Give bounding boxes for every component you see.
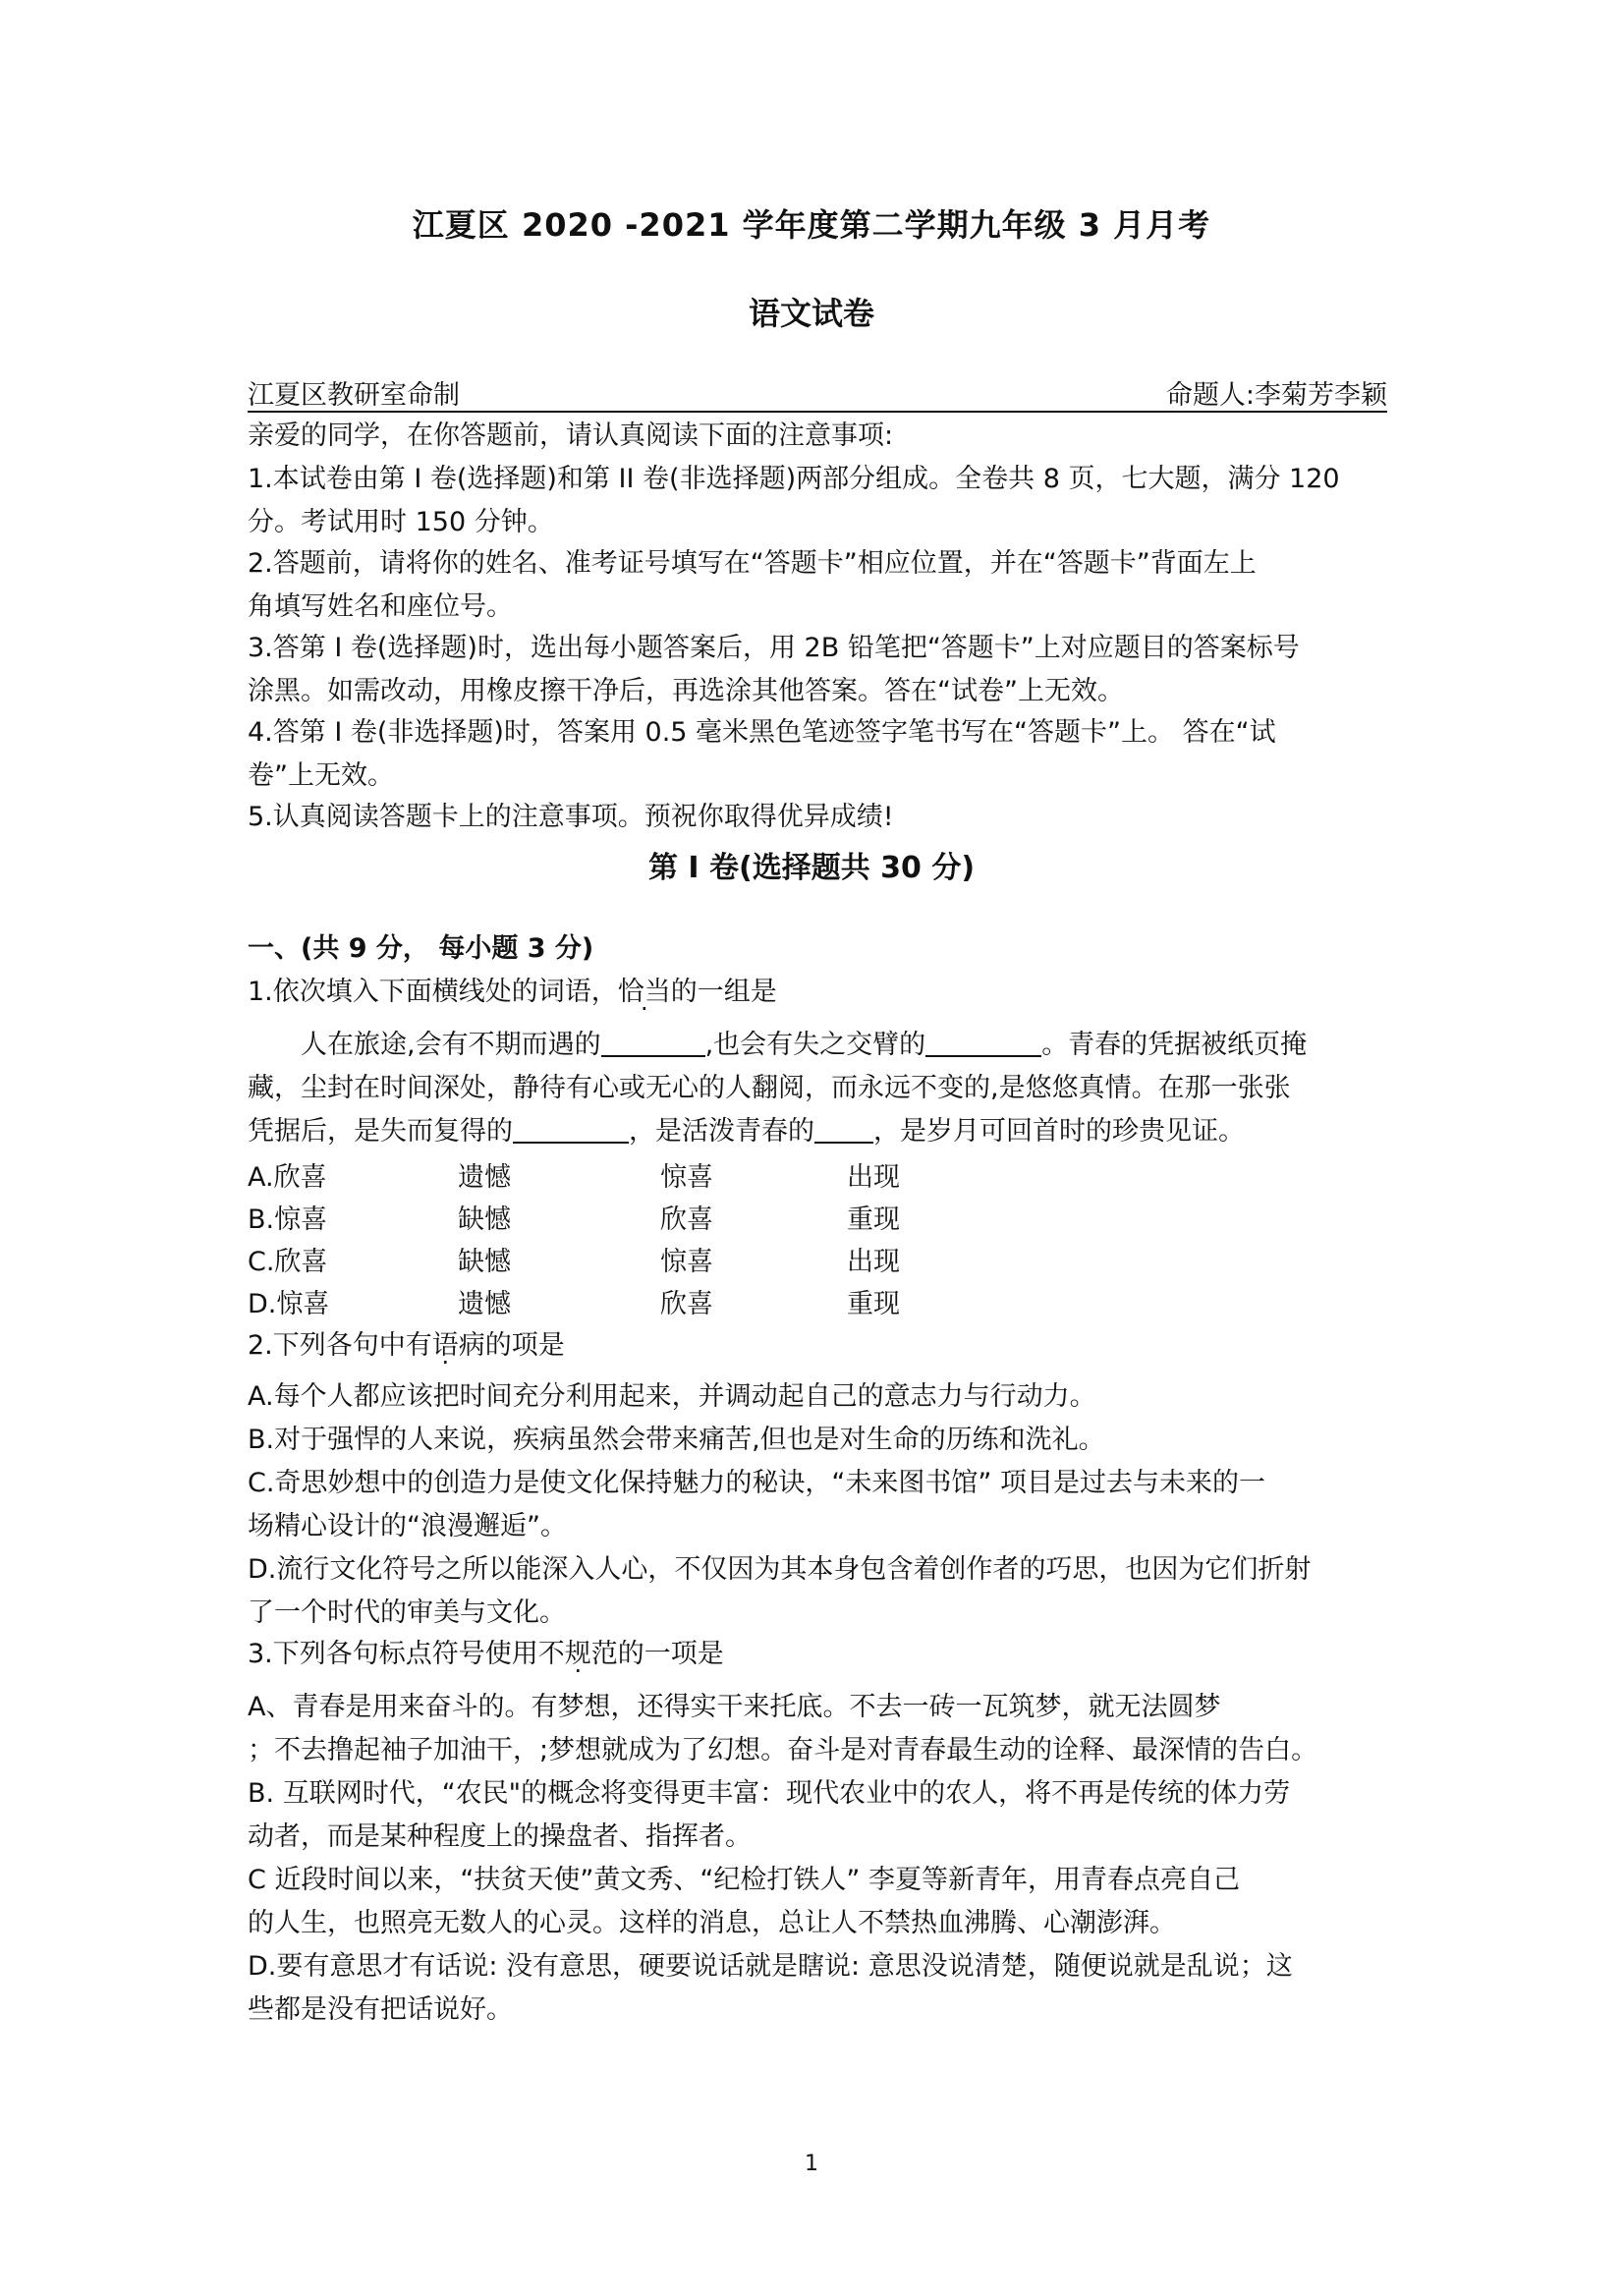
question-3-option: B. 互联网时代，“农民"的概念将变得更丰富：现代农业中的农人，将不再是传统的体力劳 [248, 1778, 1291, 1809]
notice-line: 分。考试用时 150 分钟。 [248, 507, 554, 537]
notice-line: 3.答第 I 卷(选择题)时，选出每小题答案后，用 2B 铅笔把“答题卡”上对应题目的答案标号 [248, 633, 1300, 663]
answer-blank [601, 1030, 705, 1057]
option-row: A.欣喜 遗憾 惊喜 出现 [248, 1162, 900, 1193]
question-2-option: D.流行文化符号之所以能深入人心，不仅因为其本身包含着创作者的巧思，也因为它们折射 [248, 1554, 1312, 1585]
question-2-option: 场精心设计的“浪漫邂逅”。 [248, 1511, 567, 1541]
part-title: 一、(共 9 分， 每小题 3 分) [248, 933, 594, 964]
exam-title: 江夏区 2020 -2021 学年度第二学期九年级 3 月月考 [412, 206, 1211, 244]
question-3-option: C 近段时间以来，“扶贫天使”黄文秀、“纪检打铁人” 李夏等新青年，用青春点亮自己 [248, 1865, 1240, 1895]
question-1-passage-line: 藏，尘封在时间深处，静待有心或无心的人翻阅，而永远不变的,是悠悠真情。在那一张张 [248, 1073, 1291, 1103]
question-2-option: 了一个时代的审美与文化。 [248, 1597, 566, 1628]
author-header [248, 371, 1387, 413]
question-3-stem: 3.下列各句标点符号使用不规范的一项是 [248, 1639, 724, 1669]
question-2-option: B.对于强悍的人来说，疾病虽然会带来痛苦,但也是对生命的历练和洗礼。 [248, 1425, 1105, 1455]
question-2-option: C.奇思妙想中的创造力是使文化保持魅力的秘诀，“未来图书馆” 项目是过去与未来的一 [248, 1468, 1265, 1498]
notice-intro: 亲爱的同学，在你答题前，请认真阅读下面的注意事项: [248, 420, 894, 451]
emphasis-text: 有语病 [405, 1330, 485, 1361]
question-2-option: A.每个人都应该把时间充分利用起来，并调动起自己的意志力与行动力。 [248, 1381, 1096, 1412]
notice-line: 2.答题前，请将你的姓名、准考证号填写在“答题卡”相应位置，并在“答题卡”背面左上 [248, 548, 1257, 579]
option-row: B.惊喜 缺憾 欣喜 重现 [248, 1204, 900, 1235]
answer-blank [925, 1030, 1041, 1057]
notice-line: 涂黑。如需改动，用橡皮擦干净后，再选涂其他答案。答在“试卷”上无效。 [248, 676, 1124, 706]
notice-line: 角填写姓名和座位号。 [248, 591, 513, 622]
question-2-stem: 2.下列各句中有语病的项是 [248, 1330, 565, 1361]
question-3-option: 些都是没有把话说好。 [248, 1994, 513, 2025]
notice-line: 卷”上无效。 [248, 760, 394, 791]
question-3-option: D.要有意思才有话说: 没有意思，硬要说话就是瞎说: 意思没说清楚，随便说就是乱说；这 [248, 1951, 1293, 1982]
exam-subtitle: 语文试卷 [748, 295, 874, 332]
question-1-passage-line: 凭据后，是失而复得的 ，是活泼青春的 ，是岁月可回首时的珍贵见证。 [248, 1116, 1245, 1147]
emphasis-text: 恰当 [617, 977, 671, 1007]
option-row: D.惊喜 遗憾 欣喜 重现 [248, 1289, 900, 1319]
question-3-option: 动者，而是某种程度上的操盘者、指挥者。 [248, 1821, 752, 1852]
answer-blank [513, 1116, 629, 1144]
issuer-label: 江夏区教研室命制 [248, 380, 460, 411]
notice-line: 4.答第 I 卷(非选择题)时，答案用 0.5 毫米黑色笔迹签字笔书写在“答题卡”上。 答在“试 [248, 717, 1276, 748]
notice-line: 5.认真阅读答题卡上的注意事项。预祝你取得优异成绩! [248, 802, 894, 832]
notice-line: 1.本试卷由第 I 卷(选择题)和第 II 卷(非选择题)两部分组成。全卷共 8 页，七大题，满分 120 [248, 464, 1340, 494]
option-row: C.欣喜 缺憾 惊喜 出现 [248, 1247, 900, 1277]
question-3-option: ；不去撸起袖子加油干，;梦想就成为了幻想。奋斗是对青春最生动的诠释、最深情的告白。 [248, 1735, 1318, 1765]
page-number: 1 [805, 2152, 818, 2176]
question-3-option: 的人生，也照亮无数人的心灵。这样的消息，总让人不禁热血沸腾、心潮澎湃。 [248, 1908, 1176, 1938]
question-1-passage-line: 人在旅途,会有不期而遇的 ,也会有失之交臂的 。青春的凭据被纸页掩 [301, 1030, 1308, 1060]
author-label: 命题人:李菊芳李颖 [1165, 380, 1387, 411]
section-title: 第 I 卷(选择题共 30 分) [647, 851, 976, 885]
answer-blank [814, 1116, 873, 1144]
question-1-stem: 1.依次填入下面横线处的词语，恰当的一组是 [248, 977, 777, 1007]
emphasis-text: 不规范 [537, 1639, 618, 1669]
question-3-option: A、青春是用来奋斗的。有梦想，还得实干来托底。不去一砖一瓦筑梦，就无法圆梦 [248, 1692, 1221, 1722]
